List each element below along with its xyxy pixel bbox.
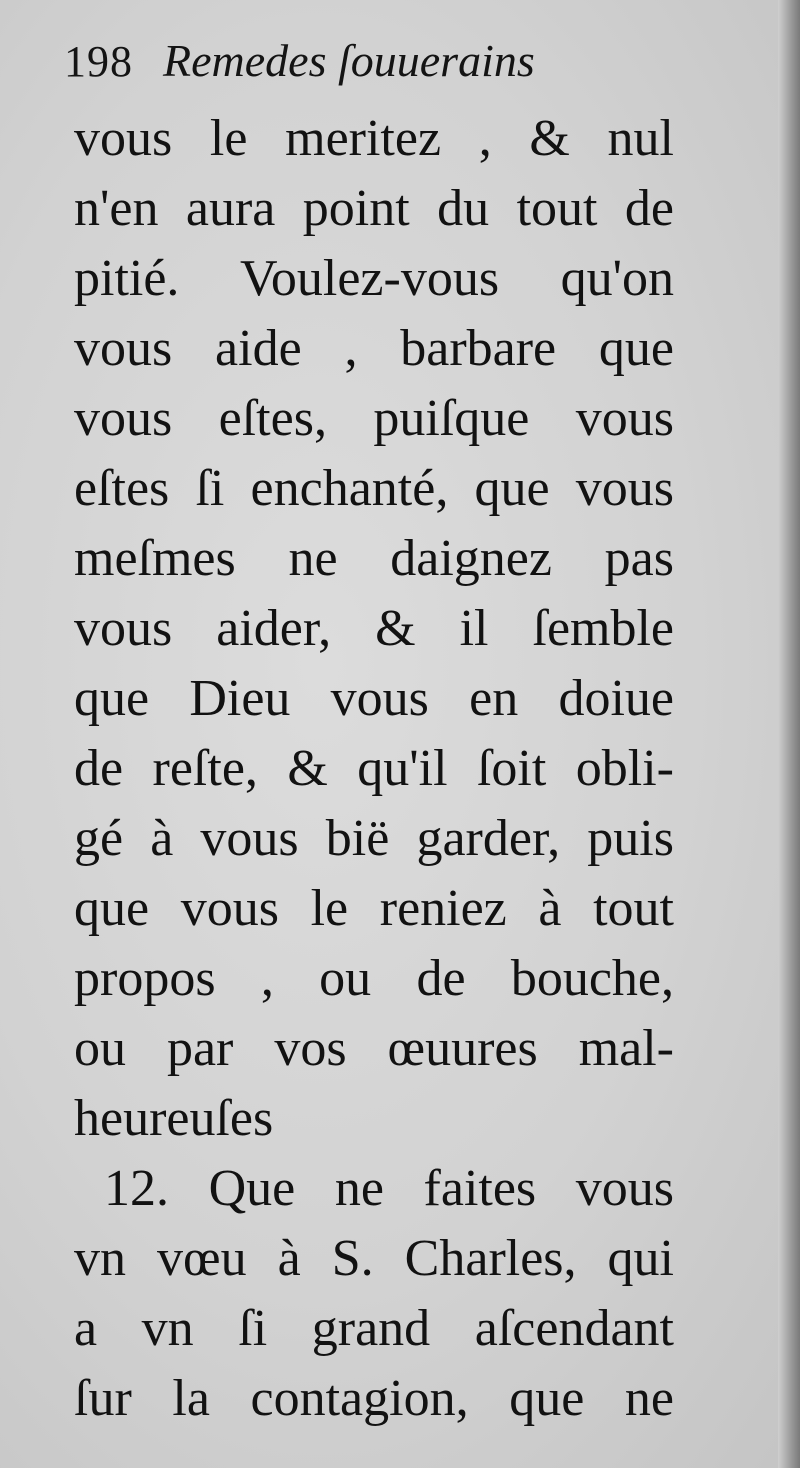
text-line: propos , ou de bouche, — [74, 950, 674, 1007]
page-number: 198 — [64, 37, 133, 86]
text-line: ou par vos œuures mal- — [74, 1020, 674, 1077]
text-line: ſur la contagion, que ne — [74, 1370, 674, 1427]
text-line: vous aide , barbare que — [74, 320, 674, 377]
text-line: que vous le reniez à tout — [74, 880, 674, 937]
page-header — [64, 34, 535, 104]
text-line: vous eſtes, puiſque vous — [74, 390, 674, 447]
text-line: pitié. Voulez-vous qu'on — [74, 250, 674, 307]
text-line: gé à vous bië garder, puis — [74, 810, 674, 867]
body-text — [74, 104, 674, 1434]
text-line: eſtes ſi enchanté, que vous — [74, 460, 674, 517]
page-gutter-shadow — [778, 0, 800, 1468]
text-line: heureuſes — [74, 1090, 274, 1147]
text-line: n'en aura point du tout de — [74, 180, 674, 237]
text-line: que Dieu vous en doiue — [74, 670, 674, 727]
text-line: a vn ſi grand aſcendant — [74, 1300, 674, 1357]
text-line: vous le meritez , & nul — [74, 110, 674, 167]
text-line: meſmes ne daignez pas — [74, 530, 674, 587]
text-line: de reſte, & qu'il ſoit obli- — [74, 740, 674, 797]
text-line: vous aider, & il ſemble — [74, 600, 674, 657]
paragraph-start-line: 12. Que ne faites vous — [104, 1160, 674, 1217]
running-head: Remedes ſouuerains — [163, 35, 535, 86]
text-line: vn vœu à S. Charles, qui — [74, 1230, 674, 1287]
